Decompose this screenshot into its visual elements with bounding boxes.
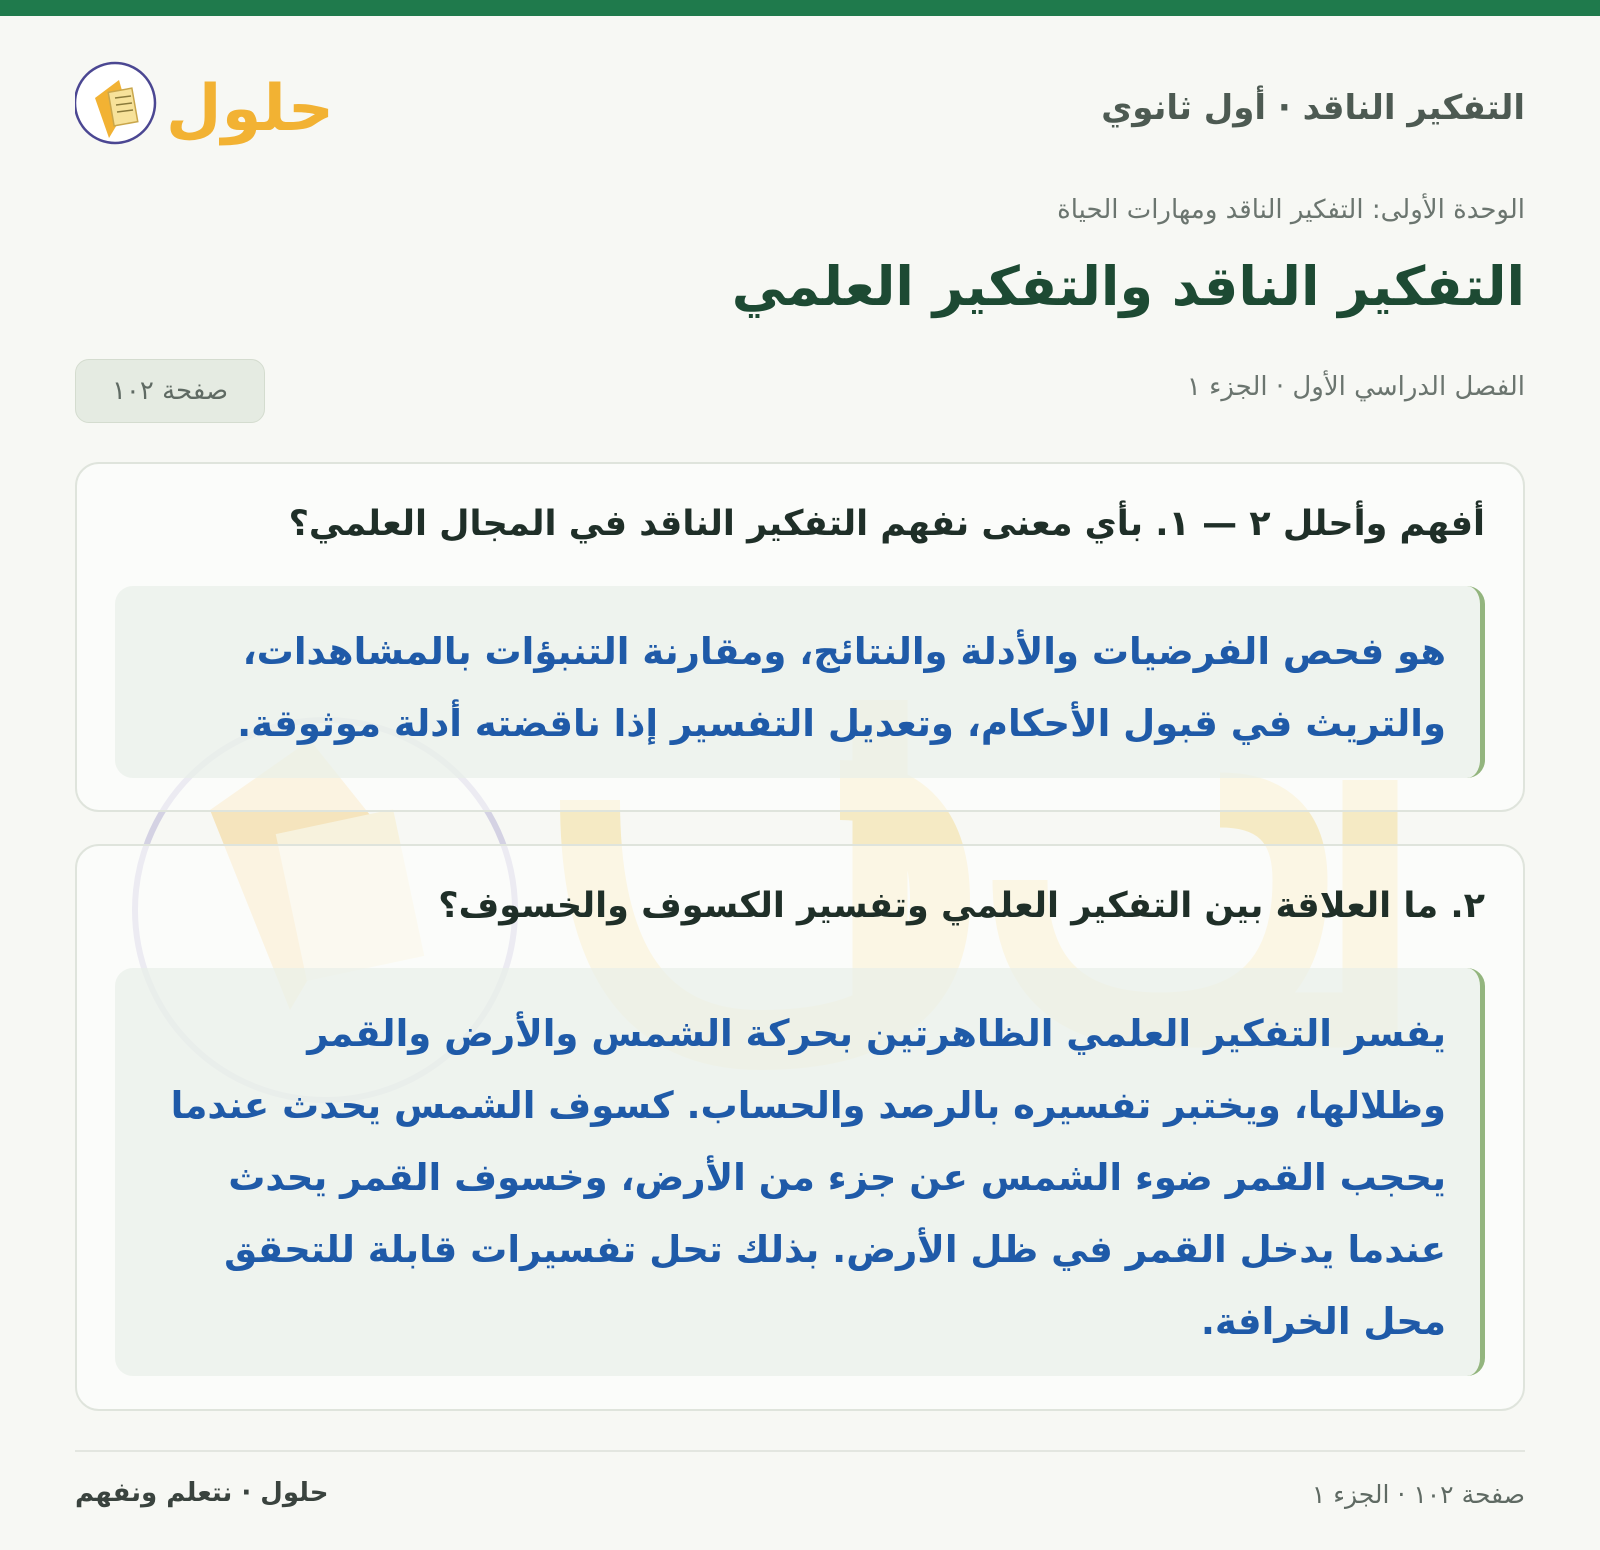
top-accent-bar: [0, 0, 1600, 16]
term-label: الفصل الدراسي الأول · الجزء ١: [1186, 372, 1525, 402]
page-header: [75, 50, 1525, 160]
footer-divider: [75, 1450, 1525, 1452]
answer-box: هو فحص الفرضيات والأدلة والنتائج، ومقارنة التنبؤات بالمشاهدات، والتريث في قبول الأحكام، وتعديل التفسير إذا ناقضته أدلة موثوقة.: [115, 586, 1485, 778]
logo-text: حلول: [166, 72, 334, 146]
footer-brand: حلول · نتعلم ونفهم: [75, 1478, 329, 1508]
question-text: ٢. ما العلاقة بين التفكير العلمي وتفسير الكسوف والخسوف؟: [438, 886, 1485, 926]
question-card: [75, 462, 1525, 812]
question-card: [75, 844, 1525, 1411]
footer-page-info: صفحة ١٠٢ · الجزء ١: [1311, 1480, 1525, 1509]
course-title: التفكير الناقد · أول ثانوي: [1101, 88, 1525, 128]
answer-box: يفسر التفكير العلمي الظاهرتين بحركة الشمس والأرض والقمر وظلالها، ويختبر تفسيره بالرصد والحساب. كسوف الشمس يحدث عندما يحجب القمر ضوء الشمس عن جزء من الأرض، وخسوف القمر يحدث عندما يدخل القمر في ظل الأرض. بذلك تحل تفسيرات قابلة للتحقق محل الخرافة.: [115, 968, 1485, 1376]
page-number-badge: صفحة ١٠٢: [75, 359, 265, 423]
unit-label: الوحدة الأولى: التفكير الناقد ومهارات الحياة: [1057, 195, 1525, 225]
lesson-title: التفكير الناقد والتفكير العلمي: [731, 255, 1525, 318]
question-text: أفهم وأحلل ٢ — ١. بأي معنى نفهم التفكير الناقد في المجال العلمي؟: [288, 504, 1485, 544]
hulul-logo: [75, 50, 335, 160]
